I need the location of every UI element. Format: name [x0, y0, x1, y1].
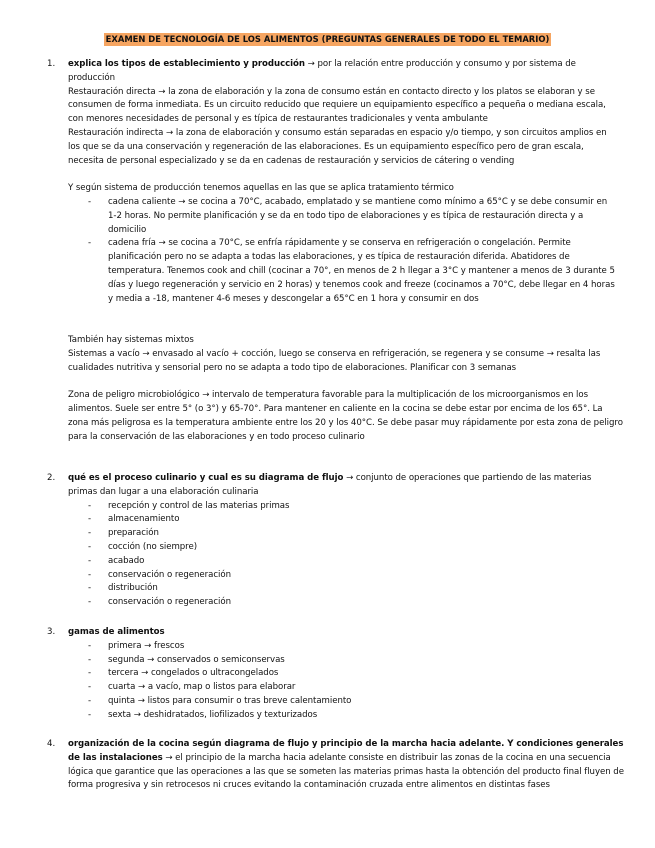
question-2-number: 2. [47, 473, 56, 483]
list-item-text: tercera → congelados o ultracongelados [108, 668, 279, 679]
list-item-text: quinta → listos para consumir o tras breve calentamiento [108, 695, 352, 706]
bullet-dash: - [88, 583, 92, 594]
bullet-dash: - [88, 695, 92, 706]
question-1-direct: Restauración directa → la zona de elaboración y la zona de consumo están en contacto directo y los platos se elaboran y se consumen de forma inmediata. Es un circuito reducido que requiere un equipamiento específico a pequeña o mediana escala, con menores necesidades de personal y es típica de restaurantes tradicionales y venta ambulante [68, 86, 606, 125]
list-item-text: cadena caliente → se cocina a 70°C, acabado, emplatado y se mantiene como mínimo a 65°C y se debe consumir en 1-2 horas. No permite planificación y se da en todo tipo de elaboraciones y es típica de restauración directa y a domicilio [108, 196, 608, 235]
question-4 [68, 738, 624, 793]
bullet-dash: - [88, 682, 92, 693]
list-item-text: sexta → deshidratados, liofilizados y texturizados [108, 709, 318, 720]
question-1 [68, 58, 618, 306]
list-item-text: recepción y control de las materias primas [108, 500, 290, 511]
question-2-label-rest: → conjunto de operaciones que partiendo de las materias primas dan lugar a una elaboración culinaria [68, 473, 592, 497]
list-item [88, 237, 618, 306]
question-1-production-intro: Y según sistema de producción tenemos aquellas en las que se aplica tratamiento térmico [68, 183, 454, 194]
question-1-label-rest: → por la relación entre producción y consumo y por sistema de producción [68, 59, 576, 83]
bullet-dash: - [88, 528, 92, 539]
bullet-dash: - [88, 709, 92, 720]
list-item [88, 555, 616, 569]
question-1-label: explica los tipos de establecimiento y producción [68, 59, 305, 69]
bullet-dash: - [88, 569, 92, 580]
bullet-dash: - [88, 238, 92, 249]
list-item [88, 640, 616, 654]
question-1-bullet-list [88, 196, 618, 306]
list-item-text: cocción (no siempre) [108, 541, 198, 552]
list-item [88, 500, 616, 514]
question-3-label: gamas de alimentos [68, 627, 165, 637]
question-4-number: 4. [47, 739, 56, 749]
bullet-dash: - [88, 668, 92, 679]
question-2-bullet-list [88, 500, 616, 610]
question-4-label-rest: → el principio de la marcha hacia adelante consiste en distribuir las zonas de la cocina en una secuencia lógica que garantice que las operaciones a las que se someten las materias primas hasta la obtención del producto final fluyen de forma progresiva y sin retrocesos ni cruces evitando la contaminación cruzada entre alimentos en distintas fases [68, 752, 624, 791]
question-3-bullet-list [88, 640, 616, 723]
bullet-dash: - [88, 500, 92, 511]
bullet-dash: - [88, 541, 92, 552]
question-4-heading [68, 738, 624, 793]
list-item-text: cuarta → a vacío, map o listos para elaborar [108, 682, 296, 693]
question-1-number: 1. [47, 59, 56, 69]
list-item [88, 654, 616, 668]
bullet-dash: - [88, 514, 92, 525]
list-item [88, 527, 616, 541]
list-item [88, 667, 616, 681]
bullet-dash: - [88, 654, 92, 665]
list-item [88, 569, 616, 583]
question-2-heading [68, 472, 616, 500]
question-4-label: organización de la cocina según diagrama de flujo y principio de la marcha hacia adelante. Y condiciones generales de las instalaciones [68, 739, 624, 763]
list-item-text: preparación [108, 528, 159, 539]
list-item-text: acabado [108, 555, 145, 566]
list-item [88, 582, 616, 596]
question-3-number: 3. [47, 627, 56, 637]
question-1-danger-zone: Zona de peligro microbiológico → intervalo de temperatura favorable para la multiplicación de los microorganismos en los alimentos. Suele ser entre 5° (o 3°) y 65-70°. Para mantener en caliente en la cocina se debe estar por encima de los 65°. La zona más peligrosa es la temperatura ambiente entre los 20 y los 40°C. Se debe pasar muy rápidamente por esta zona de peligro para la conservación de las elaboraciones y en todo proceso culinario [68, 390, 623, 442]
list-item [88, 541, 616, 555]
list-item-text: cadena fría → se cocina a 70°C, se enfría rápidamente y se conserva en refrigeración o congelación. Permite planificación pero no se adapta a todas las elaboraciones, y es típica de restauración diferida. Abatidores de temperatura. Tenemos cook and chill (cocinar a 70°, en menos de 2 h llegar a 3°C y mantener a menos de 3 durante 5 días y luego regeneración y servicio en 2 horas) y tenemos cook and freeze (cocinamos a 70°C, debe llegar en 4 horas y media a -18, mantener 4-6 meses y descongelar a 65°C en 1 hora y consumir en dos [108, 238, 615, 304]
list-item-text: conservación o regeneración [108, 569, 231, 580]
list-item-text: almacenamiento [108, 514, 180, 525]
list-item-text: conservación o regeneración [108, 597, 231, 608]
question-3-heading [68, 626, 616, 640]
question-3 [68, 626, 616, 723]
question-1-indirect: Restauración indirecta → la zona de elaboración y consumo están separadas en espacio y/o tiempo, y son circuitos amplios en los que se da una conservación y regeneración de las elaboraciones. Es un equipamiento específico pero de gran escala, necesita de personal especializado y se da en cadenas de restauración y servicios de cátering o vending [68, 127, 607, 166]
list-item [88, 596, 616, 610]
list-item-text: distribución [108, 583, 158, 594]
bullet-dash: - [88, 597, 92, 608]
question-1-vacuum: Sistemas a vacío → envasado al vacío + cocción, luego se conserva en refrigeración, se regenera y se consume → resalta las cualidades nutritiva y sensorial pero no se adapta a todo tipo de elaboraciones. Planificar con 3 semanas [68, 348, 601, 373]
bullet-dash: - [88, 555, 92, 566]
list-item [88, 513, 616, 527]
list-item [88, 196, 618, 237]
question-1-continued [68, 334, 623, 444]
list-item [88, 695, 616, 709]
bullet-dash: - [88, 196, 92, 207]
list-item [88, 709, 616, 723]
list-item-text: segunda → conservados o semiconservas [108, 654, 285, 665]
question-2-label: qué es el proceso culinario y cual es su diagrama de flujo [68, 473, 344, 483]
question-1-heading [68, 58, 618, 86]
question-2 [68, 472, 616, 610]
document-title: EXAMEN DE TECNOLOGÍA DE LOS ALIMENTOS (PREGUNTAS GENERALES DE TODO EL TEMARIO) [105, 34, 550, 44]
title-wrap [0, 27, 655, 46]
question-1-mixed: También hay sistemas mixtos [68, 335, 194, 345]
list-item-text: primera → frescos [108, 640, 185, 651]
bullet-dash: - [88, 640, 92, 651]
list-item [88, 681, 616, 695]
